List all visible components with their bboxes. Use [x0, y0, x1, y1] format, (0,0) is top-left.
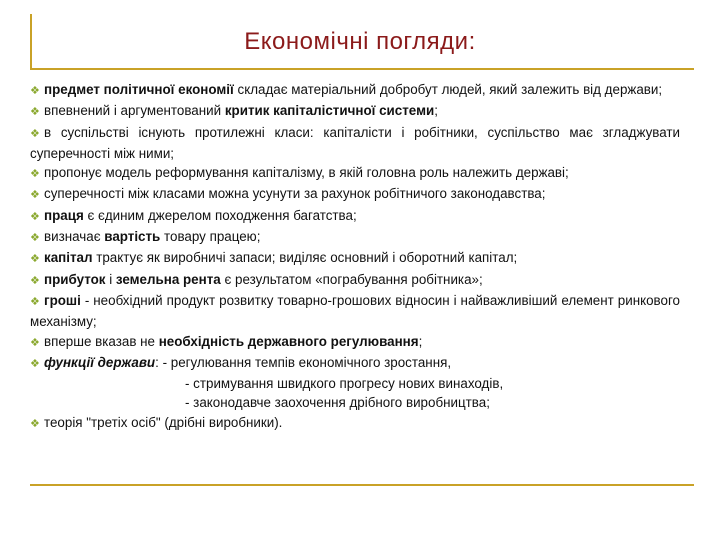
diamond-bullet-icon: ❖: [30, 417, 40, 430]
list-item: [30, 270, 680, 291]
frame-top-line: [30, 68, 694, 70]
item-text: товару працею;: [160, 229, 261, 245]
diamond-bullet-icon: ❖: [30, 127, 40, 140]
item-text: ;: [434, 103, 438, 119]
bold-text: капітал: [44, 250, 93, 266]
bold-text: прибуток: [44, 271, 106, 287]
diamond-bullet-icon: ❖: [30, 253, 40, 266]
diamond-bullet-icon: ❖: [30, 189, 40, 202]
item-text: визначає: [44, 229, 105, 245]
diamond-bullet-icon: ❖: [30, 295, 40, 308]
bold-text: предмет політичної економії: [44, 82, 234, 97]
bold-text: праця: [44, 207, 84, 223]
bold-italic-text: функції держави: [44, 354, 156, 370]
list-item: [30, 163, 680, 184]
item-text: теорія "третіх осіб" (дрібні виробники).: [44, 414, 283, 430]
list-item: [30, 80, 680, 101]
list-item-continuation: [30, 393, 680, 412]
list-item: [30, 227, 680, 248]
list-item: [30, 206, 680, 227]
item-text: суперечності між класами можна усунути за рахунок робітничого законодавства;: [44, 186, 546, 202]
diamond-bullet-icon: ❖: [30, 274, 40, 287]
item-text: - стримування швидкого прогресу нових винаходів,: [185, 376, 504, 392]
bold-text: критик капіталістичної системи: [224, 103, 435, 119]
item-text: складає матеріальний добробут людей, який залежить від держави;: [233, 82, 663, 97]
list-item-continuation: [30, 374, 680, 393]
diamond-bullet-icon: ❖: [30, 210, 40, 223]
item-text: в суспільстві існують протилежні класи: капіталісти і робітники, суспільство має згладжувати суперечності між ними;: [30, 124, 680, 161]
item-text: - законодавче заохочення дрібного виробництва;: [185, 395, 490, 411]
item-text: ;: [418, 333, 423, 349]
bold-text: вартість: [104, 229, 161, 245]
list-item: [30, 248, 680, 269]
bold-text: необхідність державного регулювання: [158, 333, 419, 349]
list-item: [30, 353, 680, 374]
list-item: [30, 101, 680, 122]
list-item: [30, 123, 680, 164]
list-item: [30, 291, 680, 332]
page-title: Економічні погляди:: [244, 28, 476, 55]
item-text: є результатом «пограбування робітника»;: [220, 271, 483, 287]
bold-text: земельна рента: [115, 271, 221, 287]
item-text: трактує як виробничі запаси; виділяє основний і оборотний капітал;: [92, 250, 518, 266]
diamond-bullet-icon: ❖: [30, 357, 40, 370]
item-text: пропонує модель реформування капіталізму, в якій головна роль належить державі;: [44, 165, 569, 181]
bold-text: гроші: [44, 292, 81, 308]
item-text: - необхідний продукт розвитку товарно-грошових відносин і найважливіший елемент ринкового механізму;: [30, 292, 680, 330]
diamond-bullet-icon: ❖: [30, 232, 40, 245]
frame-bottom-line: [30, 484, 694, 486]
item-text: вперше вказав не: [44, 333, 159, 349]
list-item: [30, 332, 680, 353]
diamond-bullet-icon: ❖: [30, 336, 40, 349]
list-item: [30, 184, 680, 205]
diamond-bullet-icon: ❖: [30, 106, 40, 119]
item-text: : - регулювання темпів економічного зростання,: [155, 354, 452, 370]
diamond-bullet-icon: ❖: [30, 85, 40, 97]
item-text: є єдиним джерелом походження багатства;: [83, 207, 357, 223]
diamond-bullet-icon: ❖: [30, 168, 40, 181]
list-item: [30, 413, 680, 434]
content-list: [30, 80, 680, 434]
item-text: і: [105, 271, 116, 287]
item-text: впевнений і аргументований: [44, 103, 225, 119]
